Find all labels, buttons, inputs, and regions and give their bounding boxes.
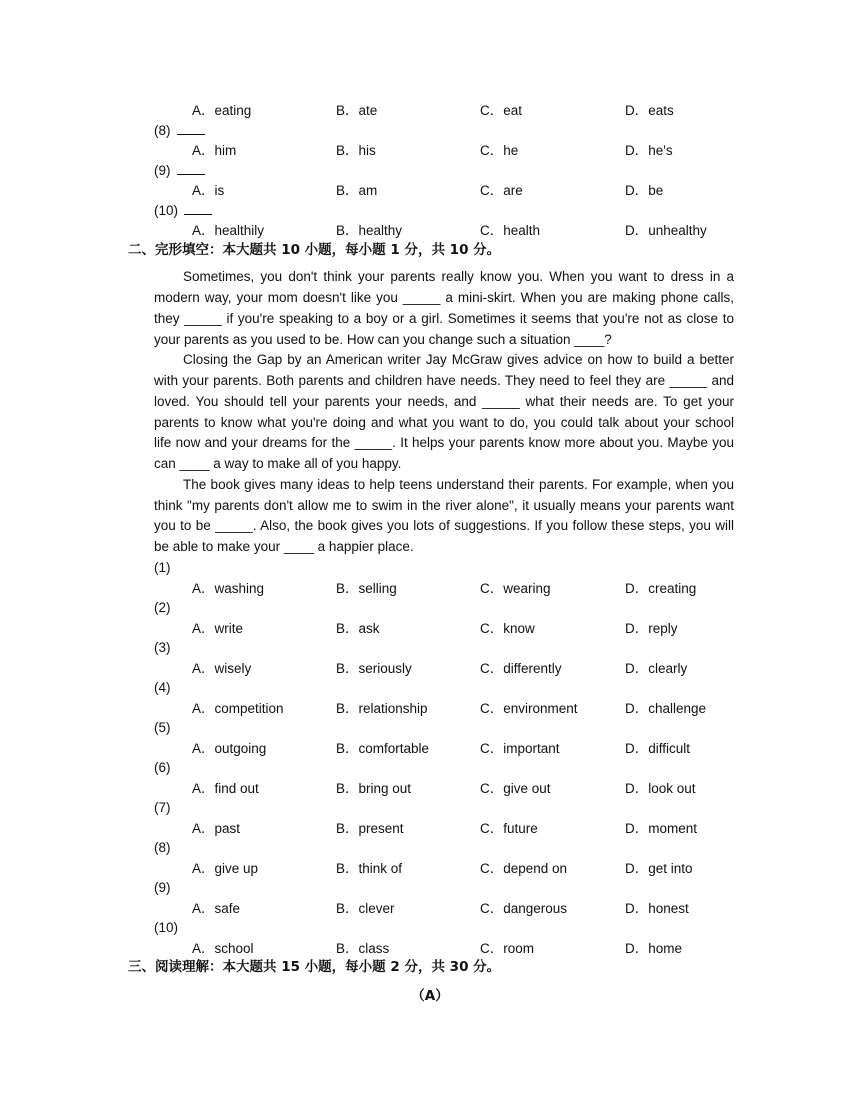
section-2-heading: 二、完形填空：本大题共 10 小题，每小题 1 分，共 10 分。 <box>128 242 501 258</box>
option-c: C．eat <box>480 103 523 118</box>
option-c: C．environment <box>480 701 578 716</box>
option-c: C．health <box>480 223 541 238</box>
passage-a-label: （A） <box>411 988 449 1004</box>
option-c: C．depend on <box>480 861 568 876</box>
option-b: B．bring out <box>336 781 412 796</box>
answer-blank <box>184 213 212 215</box>
option-a: A．safe <box>192 901 241 916</box>
option-b: B．clever <box>336 901 395 916</box>
option-d: D．challenge <box>625 701 707 716</box>
question-number: (6) <box>154 760 171 775</box>
option-d: D．moment <box>625 821 698 836</box>
option-c: C．dangerous <box>480 901 568 916</box>
option-d: D．get into <box>625 861 693 876</box>
option-b: B．his <box>336 143 376 158</box>
passage-line: life now and your dreams for the _____. It helps your parents know more about you. Maybe you <box>154 435 734 450</box>
option-d: D．creating <box>625 581 697 596</box>
option-b: B．class <box>336 941 390 956</box>
option-c: C．he <box>480 143 519 158</box>
option-a: A．wisely <box>192 661 252 676</box>
option-a: A．him <box>192 143 237 158</box>
passage-line: be able to make your ____ a happier place. <box>154 539 414 554</box>
option-c: C．give out <box>480 781 551 796</box>
passage-line: parents to know what you're doing and what you want to do, you could talk about your school <box>154 415 734 430</box>
option-b: B．seriously <box>336 661 412 676</box>
option-b: B．think of <box>336 861 403 876</box>
option-b: B．am <box>336 183 378 198</box>
option-c: C．future <box>480 821 538 836</box>
option-c: C．room <box>480 941 535 956</box>
passage-line: can ____ a way to make all of you happy. <box>154 456 402 471</box>
question-number: (8) <box>154 123 171 138</box>
question-number: (4) <box>154 680 171 695</box>
question-number: (2) <box>154 600 171 615</box>
question-number: (8) <box>154 840 171 855</box>
option-a: A．eating <box>192 103 252 118</box>
option-a: A．competition <box>192 701 284 716</box>
option-d: D．reply <box>625 621 678 636</box>
question-number: (10) <box>154 203 179 218</box>
option-a: A．outgoing <box>192 741 267 756</box>
passage-line: modern way, your mom doesn't like you _____ a mini-skirt. When you are making phone calls, <box>154 290 734 305</box>
option-d: D．clearly <box>625 661 688 676</box>
option-c: C．wearing <box>480 581 551 596</box>
option-a: A．write <box>192 621 244 636</box>
option-d: D．unhealthy <box>625 223 707 238</box>
question-number: (9) <box>154 163 171 178</box>
option-c: C．know <box>480 621 535 636</box>
option-b: B．selling <box>336 581 397 596</box>
passage-line: with your parents. Both parents and children have needs. They need to feel they are _____ and <box>154 373 734 388</box>
passage-line: they _____ if you're speaking to a boy or a girl. Sometimes it seems that you're not as close to <box>154 311 734 326</box>
option-a: A．give up <box>192 861 259 876</box>
option-b: B．relationship <box>336 701 428 716</box>
option-b: B．healthy <box>336 223 403 238</box>
option-a: A．washing <box>192 581 265 596</box>
question-number: (9) <box>154 880 171 895</box>
answer-blank <box>177 133 205 135</box>
option-b: B．comfortable <box>336 741 430 756</box>
passage-line: loved. You should tell your parents your needs, and _____ what their needs are. To get your <box>154 394 734 409</box>
option-a: A．find out <box>192 781 259 796</box>
option-d: D．eats <box>625 103 674 118</box>
option-d: D．honest <box>625 901 689 916</box>
option-c: C．differently <box>480 661 562 676</box>
question-number: (5) <box>154 720 171 735</box>
option-d: D．look out <box>625 781 696 796</box>
option-a: A．healthily <box>192 223 265 238</box>
option-c: C．important <box>480 741 560 756</box>
passage-line: you to be _____. Also, the book gives you lots of suggestions. If you follow these steps, you will <box>154 518 734 533</box>
passage-line: think "my parents don't allow me to swim in the river alone", it usually means your parents want <box>154 498 734 513</box>
option-b: B．ate <box>336 103 378 118</box>
option-c: C．are <box>480 183 523 198</box>
question-number: (7) <box>154 800 171 815</box>
passage-line: your parents as you used to be. How can you change such a situation ____? <box>154 332 612 347</box>
option-b: B．ask <box>336 621 380 636</box>
answer-blank <box>177 173 205 175</box>
passage-line: Closing the Gap by an American writer Jay McGraw gives advice on how to build a better <box>183 352 734 367</box>
option-d: D．be <box>625 183 664 198</box>
option-d: D．he's <box>625 143 673 158</box>
passage-line: The book gives many ideas to help teens understand their parents. For example, when you <box>183 477 734 492</box>
option-a: A．school <box>192 941 254 956</box>
question-number: (1) <box>154 560 171 575</box>
option-a: A．past <box>192 821 241 836</box>
option-b: B．present <box>336 821 404 836</box>
option-d: D．home <box>625 941 683 956</box>
option-a: A．is <box>192 183 225 198</box>
passage-line: Sometimes, you don't think your parents really know you. When you want to dress in a <box>183 269 734 284</box>
option-d: D．difficult <box>625 741 691 756</box>
question-number: (3) <box>154 640 171 655</box>
section-3-heading: 三、阅读理解：本大题共 15 小题，每小题 2 分，共 30 分。 <box>128 959 501 975</box>
question-number: (10) <box>154 920 179 935</box>
